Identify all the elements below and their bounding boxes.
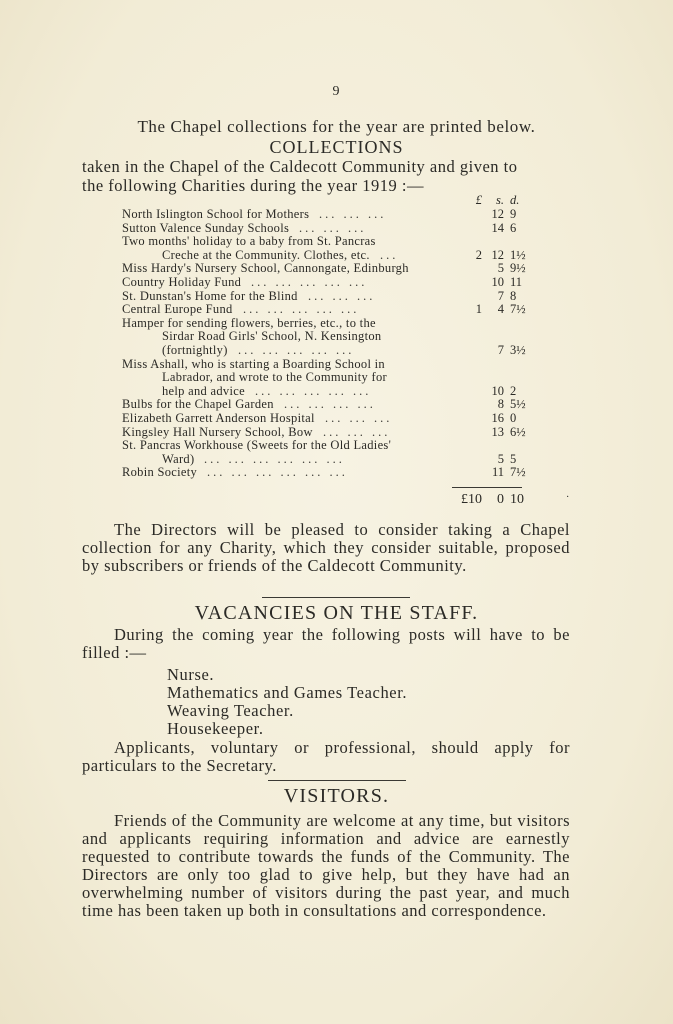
total-rule <box>452 487 522 488</box>
post-item: Nurse. <box>167 665 215 684</box>
ledger-description: Miss Ashall, who is starting a Boarding School in <box>122 356 385 371</box>
collections-intro <box>82 158 572 195</box>
directors-paragraph: The Directors will be pleased to consider taking a Chapel collection for any Charity, which they consider suitable, proposed by subscribers or friends of the Caldecott Community. <box>82 520 570 575</box>
ledger-description: Central Europe Fund <box>122 302 233 317</box>
ledger-leader-dots: ... ... ... ... ... <box>251 275 368 289</box>
ledger-leader-dots: ... ... ... <box>299 220 367 235</box>
ledger-shillings: 13 <box>491 424 504 439</box>
ledger-leader-dots: ... ... ... ... ... <box>238 343 355 357</box>
total-shillings: 0 <box>497 492 504 507</box>
ledger-pence: 8 <box>510 288 517 303</box>
ledger-shillings: 12 <box>491 207 504 221</box>
ledger-shillings: 10 <box>491 383 504 398</box>
ledger-pence: 0 <box>510 411 517 425</box>
ledger-pence: 1½ <box>510 247 526 262</box>
collections-intro-line: taken in the Chapel of the Caldecott Community and given to <box>82 157 518 176</box>
ledger-description: Creche at the Community. Clothes, etc. <box>162 247 370 262</box>
ledger-description: Kingsley Hall Nursery School, Bow <box>122 424 313 439</box>
ledger-shillings: 11 <box>491 465 504 480</box>
ledger-leader-dots: ... <box>380 247 399 262</box>
post-item: Mathematics and Games Teacher. <box>167 683 408 702</box>
total-pounds: £10 <box>461 492 482 507</box>
ledger-pence: 5 <box>510 451 517 466</box>
intro-line: The Chapel collections for the year are printed below. <box>137 117 536 136</box>
vacancies-post-list <box>167 666 407 738</box>
ledger-description: (fortnightly) <box>162 343 228 357</box>
page-number: 9 <box>332 84 341 99</box>
vacancies-intro: During the coming year the following posts will have to be filled :— <box>82 625 570 662</box>
ledger-total-row <box>122 492 532 507</box>
ledger-pence: 9½ <box>510 261 526 276</box>
ledger-description: Bulbs for the Chapel Garden <box>122 397 274 412</box>
ledger-leader-dots: ... ... ... <box>308 288 376 303</box>
ledger-shillings: 7 <box>497 343 504 357</box>
vacancies-closing: Applicants, voluntary or professional, should apply for particulars to the Secretary. <box>82 738 570 775</box>
ledger-leader-dots: ... ... ... ... ... ... <box>207 465 348 480</box>
ledger-pence: 3½ <box>510 343 526 357</box>
ledger-leader-dots: ... ... ... <box>319 207 387 221</box>
ledger-shillings: 14 <box>491 220 504 235</box>
ledger-description: St. Pancras Workhouse (Sweets for the Old Ladies' <box>122 438 392 453</box>
total-pence: 10 <box>510 492 524 507</box>
ledger-leader-dots: ... ... ... ... ... <box>243 302 360 317</box>
ledger-leader-dots: ... ... ... ... ... ... <box>204 451 345 466</box>
ledger-shillings: 7 <box>497 288 504 303</box>
ledger-pence: 7½ <box>510 465 526 480</box>
ledger-description: Elizabeth Garrett Anderson Hospital <box>122 411 315 425</box>
ledger-description: help and advice <box>162 383 245 398</box>
visitors-title: VISITORS. <box>283 785 390 807</box>
ledger-shillings: 10 <box>491 275 504 289</box>
ledger-leader-dots: ... ... ... ... ... <box>255 383 372 398</box>
stray-mark: · <box>566 492 570 503</box>
vacancies-title: VACANCIES ON THE STAFF. <box>194 602 479 624</box>
ledger-header-row <box>122 193 532 208</box>
ledger-description: Two months' holiday to a baby from St. Pancras <box>122 234 376 249</box>
ledger-leader-dots: ... ... ... <box>323 424 391 439</box>
ledger-shillings: 16 <box>491 411 504 425</box>
ledger-leader-dots: ... ... ... <box>325 411 393 425</box>
ledger-description: Ward) <box>162 451 195 466</box>
ledger-description: Labrador, and wrote to the Community for <box>162 370 387 385</box>
ledger-shillings: 8 <box>497 397 504 412</box>
ledger-row <box>122 465 532 480</box>
ledger-pence: 5½ <box>510 397 526 412</box>
post-item: Weaving Teacher. <box>167 701 294 720</box>
ledger-shillings: 5 <box>497 261 504 276</box>
ledger-leader-dots: ... ... ... ... <box>284 397 376 412</box>
ledger-pence: 11 <box>510 275 523 289</box>
collections-title: COLLECTIONS <box>269 137 404 157</box>
ledger-pence: 6 <box>510 220 517 235</box>
ledger-shillings: 5 <box>497 451 504 466</box>
pounds-header: £ <box>475 193 482 207</box>
ledger-description: Hamper for sending flowers, berries, etc., to the <box>122 315 376 330</box>
ledger-pence: 2 <box>510 383 517 398</box>
shillings-header: s. <box>496 193 504 207</box>
ledger-pounds: 1 <box>475 302 482 317</box>
ledger-shillings: 12 <box>491 247 504 262</box>
collections-intro-line: the following Charities during the year 1919 :— <box>82 175 424 195</box>
pence-header: d. <box>510 193 520 207</box>
ledger-description: Sutton Valence Sunday Schools <box>122 220 290 235</box>
post-item: Housekeeper. <box>167 719 264 738</box>
section-rule <box>268 780 406 781</box>
ledger-shillings: 4 <box>497 302 504 317</box>
ledger-description: Miss Hardy's Nursery School, Cannongate, Edinburgh <box>122 261 409 276</box>
ledger-pounds: 2 <box>475 247 482 262</box>
ledger-description: St. Dunstan's Home for the Blind <box>122 288 298 303</box>
visitors-paragraph: Friends of the Community are welcome at any time, but visitors and applicants requiring information and advice are earnestly requested to contribute towards the funds of the Community. The Directors are only too glad to give help, but they have had an overwhelming number of visitors during the past year, and much time has been taken up both in consultations and correspondence. <box>82 811 570 920</box>
ledger-description: Robin Society <box>122 465 198 480</box>
ledger-description: Country Holiday Fund <box>122 275 242 289</box>
section-rule <box>262 597 410 598</box>
ledger-pence: 7½ <box>510 302 526 317</box>
ledger-description: North Islington School for Mothers <box>122 207 310 221</box>
ledger-description: Sirdar Road Girls' School, N. Kensington <box>162 329 382 344</box>
ledger-pence: 9 <box>510 207 517 221</box>
ledger-pence: 6½ <box>510 424 526 439</box>
